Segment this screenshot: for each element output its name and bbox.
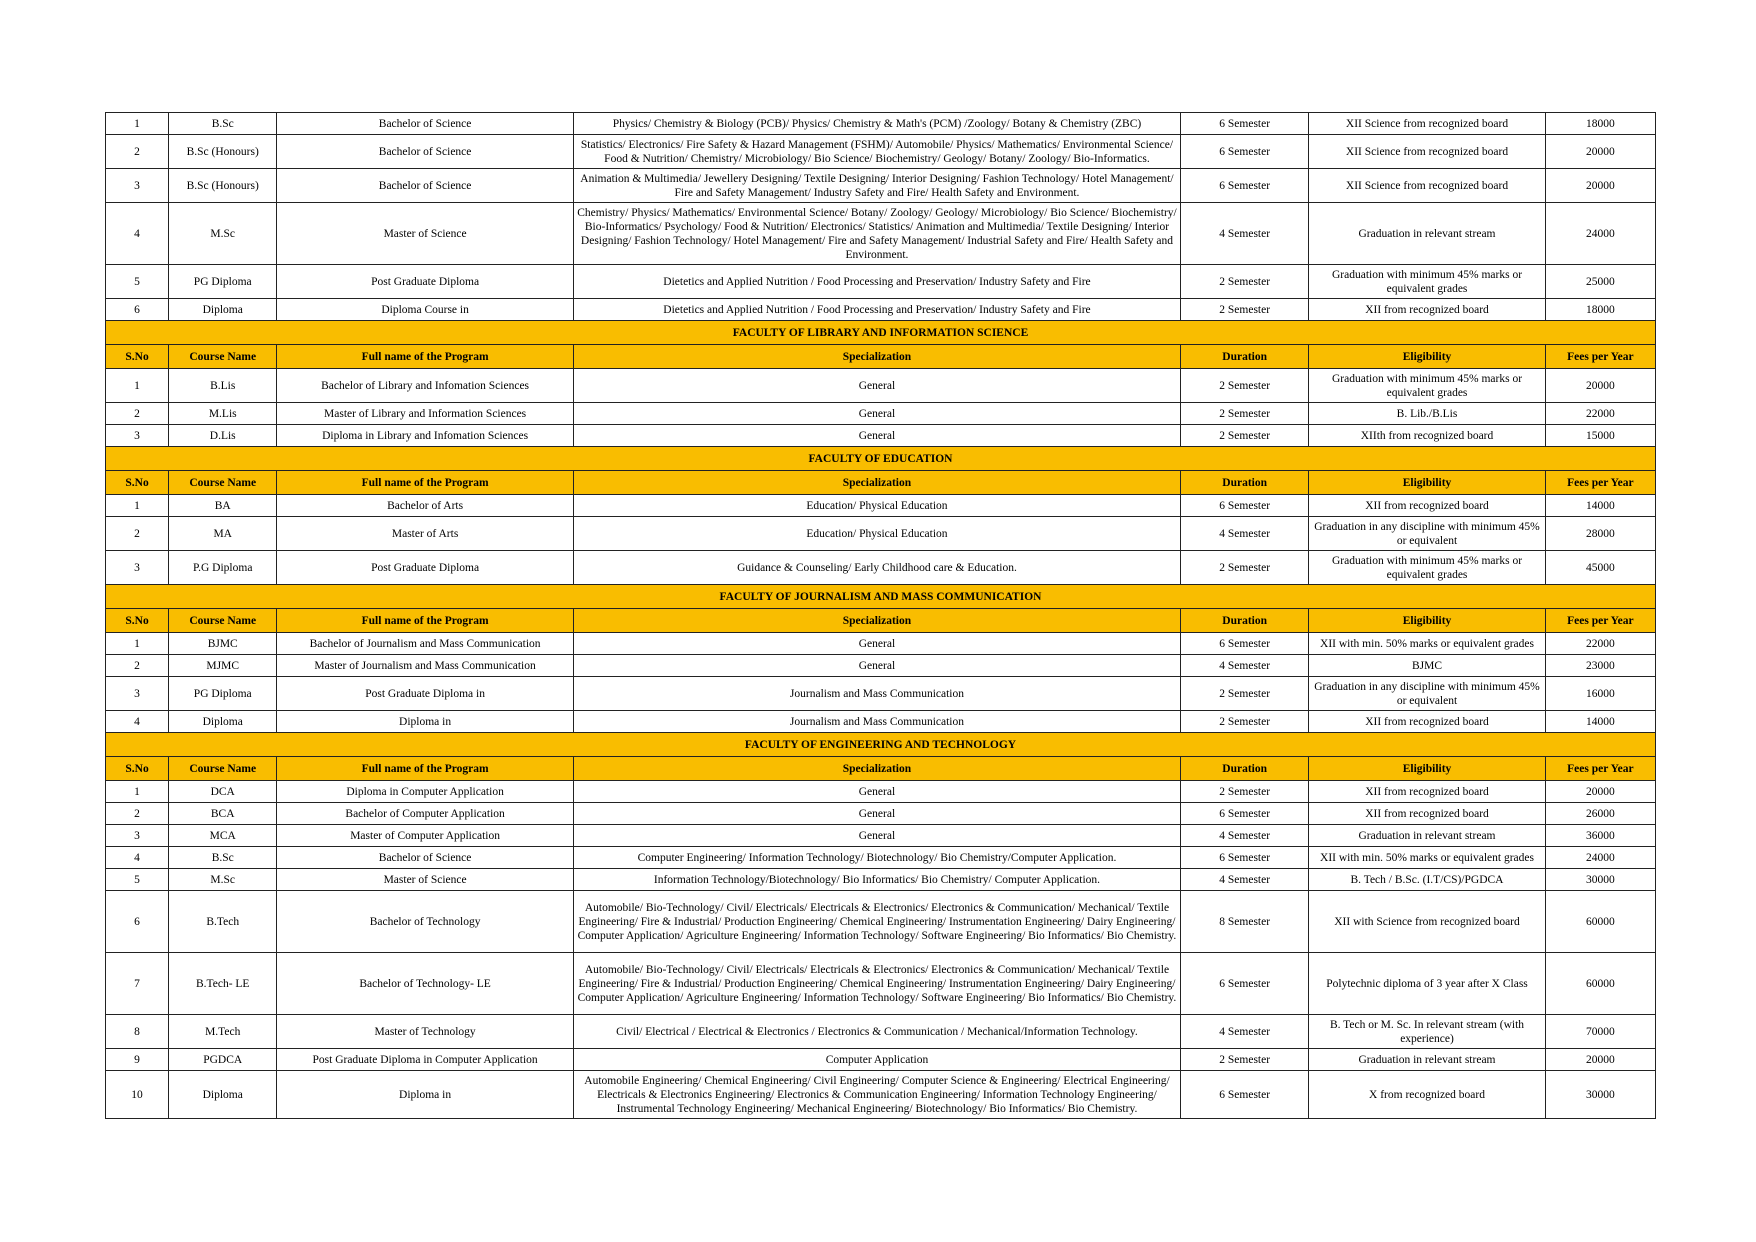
table-row [106, 847, 1656, 869]
table-row [106, 803, 1656, 825]
duration-cell: 2 Semester [1181, 299, 1309, 321]
column-header-full-name: Full name of the Program [277, 609, 574, 633]
duration-cell: 6 Semester [1181, 847, 1309, 869]
duration-cell: 2 Semester [1181, 677, 1309, 711]
eligibility-cell: B. Tech / B.Sc. (I.T/CS)/PGDCA [1309, 869, 1545, 891]
full-name-cell: Master of Arts [277, 517, 574, 551]
course-name-cell: PG Diploma [169, 677, 277, 711]
full-name-cell: Post Graduate Diploma [277, 551, 574, 585]
eligibility-cell: Graduation in relevant stream [1309, 1049, 1545, 1071]
duration-cell: 6 Semester [1181, 113, 1309, 135]
full-name-cell: Bachelor of Library and Infomation Sciences [277, 369, 574, 403]
fees-cell: 23000 [1545, 655, 1655, 677]
course-name-cell: B.Tech- LE [169, 953, 277, 1015]
faculty-row [106, 733, 1656, 757]
course-name-cell: B.Sc [169, 847, 277, 869]
eligibility-cell: Graduation with minimum 45% marks or equivalent grades [1309, 265, 1545, 299]
duration-cell: 8 Semester [1181, 891, 1309, 953]
faculty-title: FACULTY OF EDUCATION [106, 447, 1656, 471]
fees-cell: 24000 [1545, 203, 1655, 265]
sno-cell: 4 [106, 203, 169, 265]
specialization-cell: General [573, 803, 1180, 825]
table-row [106, 655, 1656, 677]
specialization-cell: Education/ Physical Education [573, 517, 1180, 551]
eligibility-cell: XII from recognized board [1309, 711, 1545, 733]
specialization-cell: Journalism and Mass Communication [573, 711, 1180, 733]
column-header-row [106, 757, 1656, 781]
courses-table [105, 112, 1656, 1119]
column-header-duration: Duration [1181, 471, 1309, 495]
eligibility-cell: Graduation in any discipline with minimum 45% or equivalent [1309, 517, 1545, 551]
sno-cell: 2 [106, 655, 169, 677]
course-name-cell: M.Tech [169, 1015, 277, 1049]
specialization-cell: Automobile/ Bio-Technology/ Civil/ Electricals/ Electricals & Electronics/ Electronics & Communication/ Mechanical/ Textile Engineering/ Fire & Industrial/ Production Engineering/ Chemical Engineering/ Instrumentation Engineering/ Dairy Engineering/ Computer Application/ Agriculture Engineering/ Information Technology/ Software Engineering/ Bio Informatics/ Bio Chemistry. [573, 953, 1180, 1015]
course-name-cell: M.Sc [169, 203, 277, 265]
column-header-fees: Fees per Year [1545, 471, 1655, 495]
column-header-row [106, 345, 1656, 369]
fees-cell: 15000 [1545, 425, 1655, 447]
eligibility-cell: Graduation with minimum 45% marks or equivalent grades [1309, 551, 1545, 585]
column-header-sno: S.No [106, 757, 169, 781]
full-name-cell: Bachelor of Computer Application [277, 803, 574, 825]
column-header-fees: Fees per Year [1545, 609, 1655, 633]
table-row [106, 1049, 1656, 1071]
sno-cell: 3 [106, 825, 169, 847]
fees-cell: 45000 [1545, 551, 1655, 585]
course-name-cell: PG Diploma [169, 265, 277, 299]
course-name-cell: PGDCA [169, 1049, 277, 1071]
table-row [106, 1071, 1656, 1119]
full-name-cell: Bachelor of Arts [277, 495, 574, 517]
course-name-cell: M.Sc [169, 869, 277, 891]
faculty-title: FACULTY OF JOURNALISM AND MASS COMMUNICATION [106, 585, 1656, 609]
full-name-cell: Master of Science [277, 203, 574, 265]
sno-cell: 1 [106, 369, 169, 403]
sno-cell: 4 [106, 847, 169, 869]
course-name-cell: B.Sc [169, 113, 277, 135]
course-name-cell: B.Sc (Honours) [169, 169, 277, 203]
sno-cell: 5 [106, 869, 169, 891]
column-header-course-name: Course Name [169, 471, 277, 495]
table-row [106, 781, 1656, 803]
faculty-row [106, 321, 1656, 345]
column-header-eligibility: Eligibility [1309, 471, 1545, 495]
course-name-cell: BA [169, 495, 277, 517]
fees-cell: 36000 [1545, 825, 1655, 847]
eligibility-cell: XII with min. 50% marks or equivalent grades [1309, 847, 1545, 869]
table-row [106, 633, 1656, 655]
sno-cell: 6 [106, 299, 169, 321]
sno-cell: 2 [106, 403, 169, 425]
sno-cell: 8 [106, 1015, 169, 1049]
specialization-cell: Automobile/ Bio-Technology/ Civil/ Electricals/ Electricals & Electronics/ Electronics & Communication/ Mechanical/ Textile Engineering/ Fire & Industrial/ Production Engineering/ Chemical Engineering/ Instrumentation Engineering/ Dairy Engineering/ Computer Application/ Agriculture Engineering/ Information Technology/ Software Engineering/ Bio Informatics/ Bio Chemistry. [573, 891, 1180, 953]
duration-cell: 6 Semester [1181, 953, 1309, 1015]
specialization-cell: Dietetics and Applied Nutrition / Food Processing and Preservation/ Industry Safety and Fire [573, 265, 1180, 299]
column-header-duration: Duration [1181, 757, 1309, 781]
column-header-sno: S.No [106, 471, 169, 495]
column-header-full-name: Full name of the Program [277, 345, 574, 369]
duration-cell: 2 Semester [1181, 265, 1309, 299]
column-header-row [106, 471, 1656, 495]
sno-cell: 3 [106, 169, 169, 203]
specialization-cell: Computer Engineering/ Information Technology/ Biotechnology/ Bio Chemistry/Computer Application. [573, 847, 1180, 869]
full-name-cell: Post Graduate Diploma in Computer Application [277, 1049, 574, 1071]
eligibility-cell: X from recognized board [1309, 1071, 1545, 1119]
specialization-cell: General [573, 425, 1180, 447]
duration-cell: 6 Semester [1181, 633, 1309, 655]
specialization-cell: Chemistry/ Physics/ Mathematics/ Environmental Science/ Botany/ Zoology/ Geology/ Microbiology/ Bio Science/ Biochemistry/ Bio-Informatics/ Psychology/ Food & Nutrition/ Electronics/ Statistics/ Animation and Multimedia/ Textile Designing/ Interior Designing/ Fashion Technology/ Hotel Management/ Fire and Safety Management/ Industrial Safety and Fire/ Health Safety and Environment. [573, 203, 1180, 265]
course-name-cell: D.Lis [169, 425, 277, 447]
fees-cell: 16000 [1545, 677, 1655, 711]
fees-cell: 25000 [1545, 265, 1655, 299]
specialization-cell: Statistics/ Electronics/ Fire Safety & Hazard Management (FSHM)/ Automobile/ Physics/ Mathematics/ Environmental Science/ Food & Nutrition/ Chemistry/ Microbiology/ Bio Science/ Biochemistry/ Geology/ Botany/ Zoology/ Bio-Informatics. [573, 135, 1180, 169]
sno-cell: 2 [106, 135, 169, 169]
duration-cell: 2 Semester [1181, 403, 1309, 425]
course-name-cell: MJMC [169, 655, 277, 677]
duration-cell: 4 Semester [1181, 1015, 1309, 1049]
duration-cell: 2 Semester [1181, 711, 1309, 733]
eligibility-cell: Polytechnic diploma of 3 year after X Class [1309, 953, 1545, 1015]
course-name-cell: Diploma [169, 1071, 277, 1119]
column-header-specialization: Specialization [573, 471, 1180, 495]
full-name-cell: Bachelor of Journalism and Mass Communication [277, 633, 574, 655]
column-header-specialization: Specialization [573, 345, 1180, 369]
fees-cell: 22000 [1545, 403, 1655, 425]
full-name-cell: Diploma in [277, 1071, 574, 1119]
specialization-cell: Civil/ Electrical / Electrical & Electronics / Electronics & Communication / Mechanical/Information Technology. [573, 1015, 1180, 1049]
eligibility-cell: XII Science from recognized board [1309, 113, 1545, 135]
full-name-cell: Master of Technology [277, 1015, 574, 1049]
table-row [106, 169, 1656, 203]
column-header-sno: S.No [106, 609, 169, 633]
table-row [106, 369, 1656, 403]
table-row [106, 299, 1656, 321]
sno-cell: 9 [106, 1049, 169, 1071]
full-name-cell: Diploma in [277, 711, 574, 733]
eligibility-cell: XII Science from recognized board [1309, 169, 1545, 203]
eligibility-cell: XII with min. 50% marks or equivalent grades [1309, 633, 1545, 655]
full-name-cell: Master of Science [277, 869, 574, 891]
sno-cell: 3 [106, 551, 169, 585]
sno-cell: 2 [106, 803, 169, 825]
duration-cell: 6 Semester [1181, 135, 1309, 169]
column-header-specialization: Specialization [573, 757, 1180, 781]
eligibility-cell: XII from recognized board [1309, 781, 1545, 803]
table-row [106, 135, 1656, 169]
duration-cell: 6 Semester [1181, 803, 1309, 825]
full-name-cell: Bachelor of Technology- LE [277, 953, 574, 1015]
full-name-cell: Bachelor of Science [277, 847, 574, 869]
specialization-cell: General [573, 403, 1180, 425]
table-row [106, 825, 1656, 847]
table-row [106, 891, 1656, 953]
column-header-sno: S.No [106, 345, 169, 369]
column-header-specialization: Specialization [573, 609, 1180, 633]
specialization-cell: Journalism and Mass Communication [573, 677, 1180, 711]
eligibility-cell: Graduation with minimum 45% marks or equivalent grades [1309, 369, 1545, 403]
specialization-cell: General [573, 825, 1180, 847]
duration-cell: 6 Semester [1181, 169, 1309, 203]
sno-cell: 3 [106, 425, 169, 447]
fees-cell: 14000 [1545, 495, 1655, 517]
full-name-cell: Post Graduate Diploma in [277, 677, 574, 711]
course-name-cell: MA [169, 517, 277, 551]
faculty-row [106, 447, 1656, 471]
table-row [106, 869, 1656, 891]
table-row [106, 1015, 1656, 1049]
table-row [106, 425, 1656, 447]
sno-cell: 5 [106, 265, 169, 299]
column-header-duration: Duration [1181, 609, 1309, 633]
full-name-cell: Bachelor of Science [277, 169, 574, 203]
column-header-duration: Duration [1181, 345, 1309, 369]
specialization-cell: Computer Application [573, 1049, 1180, 1071]
fees-cell: 18000 [1545, 299, 1655, 321]
course-name-cell: BJMC [169, 633, 277, 655]
course-name-cell: B.Sc (Honours) [169, 135, 277, 169]
specialization-cell: Education/ Physical Education [573, 495, 1180, 517]
column-header-eligibility: Eligibility [1309, 609, 1545, 633]
eligibility-cell: XII from recognized board [1309, 299, 1545, 321]
faculty-title: FACULTY OF LIBRARY AND INFORMATION SCIENCE [106, 321, 1656, 345]
column-header-eligibility: Eligibility [1309, 757, 1545, 781]
courses-table-body [106, 113, 1656, 1119]
full-name-cell: Bachelor of Technology [277, 891, 574, 953]
sno-cell: 1 [106, 633, 169, 655]
fees-cell: 20000 [1545, 369, 1655, 403]
table-row [106, 203, 1656, 265]
sno-cell: 1 [106, 495, 169, 517]
full-name-cell: Bachelor of Science [277, 113, 574, 135]
duration-cell: 2 Semester [1181, 781, 1309, 803]
duration-cell: 2 Semester [1181, 369, 1309, 403]
sno-cell: 7 [106, 953, 169, 1015]
eligibility-cell: XIIth from recognized board [1309, 425, 1545, 447]
faculty-title: FACULTY OF ENGINEERING AND TECHNOLOGY [106, 733, 1656, 757]
sno-cell: 6 [106, 891, 169, 953]
course-name-cell: M.Lis [169, 403, 277, 425]
duration-cell: 4 Semester [1181, 517, 1309, 551]
course-name-cell: DCA [169, 781, 277, 803]
fees-cell: 24000 [1545, 847, 1655, 869]
column-header-course-name: Course Name [169, 757, 277, 781]
fees-cell: 20000 [1545, 781, 1655, 803]
table-row [106, 403, 1656, 425]
full-name-cell: Master of Journalism and Mass Communication [277, 655, 574, 677]
column-header-course-name: Course Name [169, 609, 277, 633]
full-name-cell: Diploma in Library and Infomation Sciences [277, 425, 574, 447]
fees-cell: 22000 [1545, 633, 1655, 655]
eligibility-cell: BJMC [1309, 655, 1545, 677]
duration-cell: 2 Semester [1181, 425, 1309, 447]
table-row [106, 113, 1656, 135]
sno-cell: 10 [106, 1071, 169, 1119]
column-header-full-name: Full name of the Program [277, 757, 574, 781]
fees-cell: 18000 [1545, 113, 1655, 135]
full-name-cell: Post Graduate Diploma [277, 265, 574, 299]
duration-cell: 2 Semester [1181, 551, 1309, 585]
faculty-row [106, 585, 1656, 609]
duration-cell: 6 Semester [1181, 495, 1309, 517]
specialization-cell: Dietetics and Applied Nutrition / Food Processing and Preservation/ Industry Safety and Fire [573, 299, 1180, 321]
sno-cell: 1 [106, 781, 169, 803]
specialization-cell: General [573, 369, 1180, 403]
eligibility-cell: XII from recognized board [1309, 803, 1545, 825]
table-row [106, 677, 1656, 711]
fees-cell: 60000 [1545, 953, 1655, 1015]
fees-cell: 30000 [1545, 1071, 1655, 1119]
table-row [106, 711, 1656, 733]
duration-cell: 2 Semester [1181, 1049, 1309, 1071]
full-name-cell: Diploma Course in [277, 299, 574, 321]
fees-cell: 20000 [1545, 135, 1655, 169]
course-name-cell: MCA [169, 825, 277, 847]
duration-cell: 4 Semester [1181, 825, 1309, 847]
course-name-cell: P.G Diploma [169, 551, 277, 585]
sno-cell: 1 [106, 113, 169, 135]
course-name-cell: B.Lis [169, 369, 277, 403]
course-name-cell: Diploma [169, 711, 277, 733]
table-row [106, 265, 1656, 299]
eligibility-cell: B. Lib./B.Lis [1309, 403, 1545, 425]
sno-cell: 4 [106, 711, 169, 733]
fees-cell: 20000 [1545, 1049, 1655, 1071]
table-row [106, 551, 1656, 585]
specialization-cell: General [573, 655, 1180, 677]
course-name-cell: Diploma [169, 299, 277, 321]
fees-cell: 26000 [1545, 803, 1655, 825]
column-header-full-name: Full name of the Program [277, 471, 574, 495]
table-row [106, 517, 1656, 551]
column-header-fees: Fees per Year [1545, 757, 1655, 781]
column-header-fees: Fees per Year [1545, 345, 1655, 369]
column-header-row [106, 609, 1656, 633]
fees-cell: 14000 [1545, 711, 1655, 733]
full-name-cell: Bachelor of Science [277, 135, 574, 169]
specialization-cell: Guidance & Counseling/ Early Childhood care & Education. [573, 551, 1180, 585]
fees-cell: 20000 [1545, 169, 1655, 203]
fees-cell: 30000 [1545, 869, 1655, 891]
eligibility-cell: B. Tech or M. Sc. In relevant stream (with experience) [1309, 1015, 1545, 1049]
column-header-course-name: Course Name [169, 345, 277, 369]
duration-cell: 4 Semester [1181, 869, 1309, 891]
specialization-cell: Animation & Multimedia/ Jewellery Designing/ Textile Designing/ Interior Designing/ Fashion Technology/ Hotel Management/ Fire and Safety Management/ Industry Safety and Fire/ Health Safety and Environment. [573, 169, 1180, 203]
eligibility-cell: XII Science from recognized board [1309, 135, 1545, 169]
eligibility-cell: Graduation in relevant stream [1309, 825, 1545, 847]
eligibility-cell: Graduation in relevant stream [1309, 203, 1545, 265]
fees-cell: 70000 [1545, 1015, 1655, 1049]
full-name-cell: Master of Library and Information Sciences [277, 403, 574, 425]
duration-cell: 4 Semester [1181, 655, 1309, 677]
sno-cell: 2 [106, 517, 169, 551]
specialization-cell: General [573, 781, 1180, 803]
fees-cell: 60000 [1545, 891, 1655, 953]
specialization-cell: Information Technology/Biotechnology/ Bio Informatics/ Bio Chemistry/ Computer Application. [573, 869, 1180, 891]
course-name-cell: B.Tech [169, 891, 277, 953]
specialization-cell: Physics/ Chemistry & Biology (PCB)/ Physics/ Chemistry & Math's (PCM) /Zoology/ Botany & Chemistry (ZBC) [573, 113, 1180, 135]
eligibility-cell: Graduation in any discipline with minimum 45% or equivalent [1309, 677, 1545, 711]
duration-cell: 4 Semester [1181, 203, 1309, 265]
fees-cell: 28000 [1545, 517, 1655, 551]
full-name-cell: Diploma in Computer Application [277, 781, 574, 803]
specialization-cell: General [573, 633, 1180, 655]
column-header-eligibility: Eligibility [1309, 345, 1545, 369]
table-row [106, 495, 1656, 517]
eligibility-cell: XII with Science from recognized board [1309, 891, 1545, 953]
table-row [106, 953, 1656, 1015]
duration-cell: 6 Semester [1181, 1071, 1309, 1119]
eligibility-cell: XII from recognized board [1309, 495, 1545, 517]
course-name-cell: BCA [169, 803, 277, 825]
sno-cell: 3 [106, 677, 169, 711]
full-name-cell: Master of Computer Application [277, 825, 574, 847]
specialization-cell: Automobile Engineering/ Chemical Engineering/ Civil Engineering/ Computer Science & Engineering/ Electrical Engineering/ Electricals & Electronics Engineering/ Electronics & Communication Engineering/ Information Technology Engineering/ Instrumental Technology Engineering/ Mechanical Engineering/ Biotechnology/ Bio Informatics/ Bio Chemistry. [573, 1071, 1180, 1119]
